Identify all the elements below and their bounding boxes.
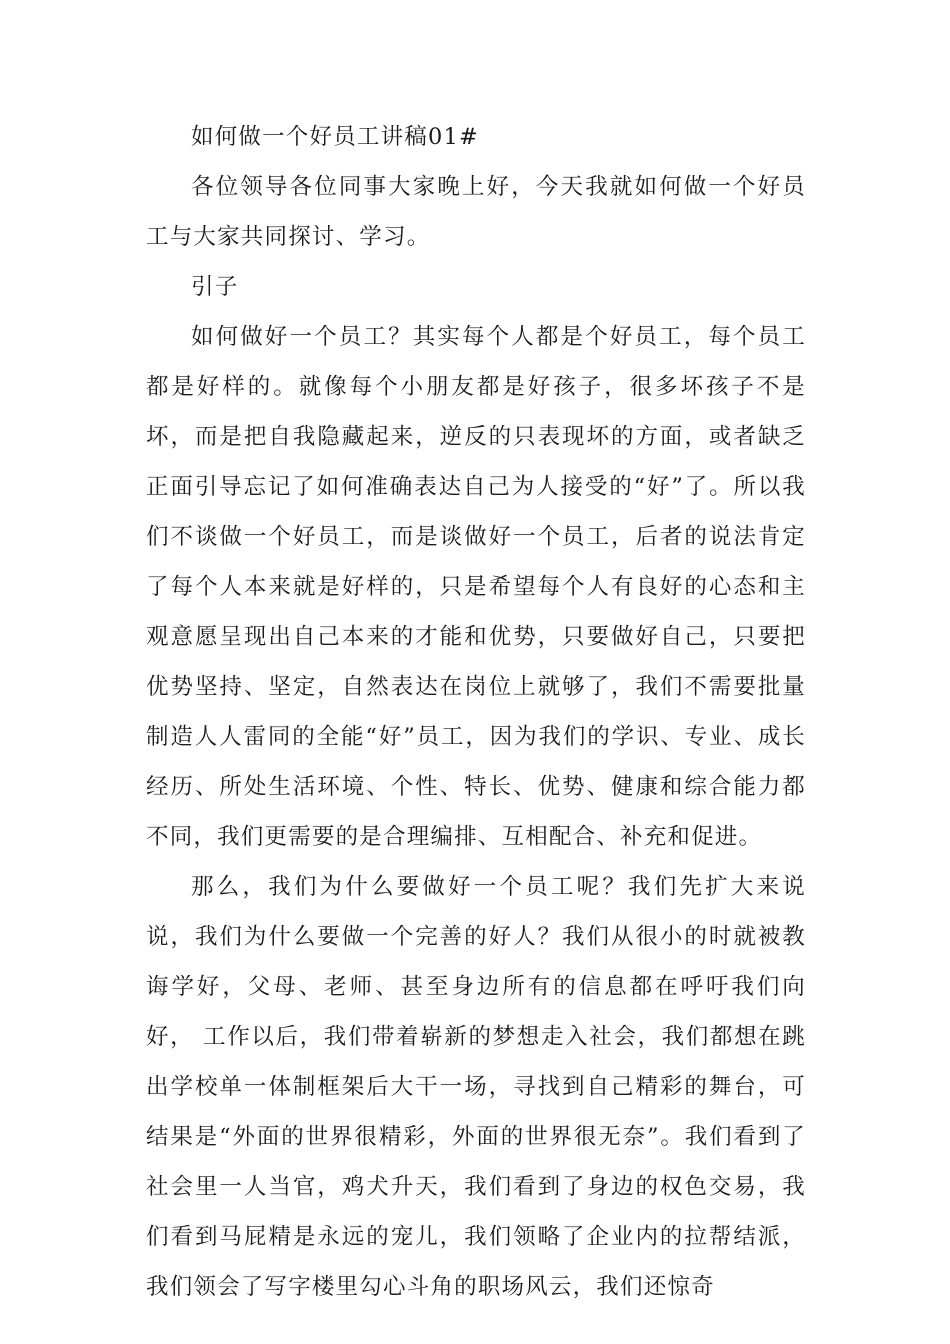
document-title: 如何做一个好员工讲稿01# xyxy=(191,124,480,150)
paragraph-greeting: 各位领导各位同事大家晚上好，今天我就如何做一个好员工与大家共同探讨、学习。 xyxy=(146,174,806,250)
document-body xyxy=(146,112,806,1312)
paragraph-body-2: 那么，我们为什么要做好一个员工呢？我们先扩大来说说，我们为什么要做一个完善的好人？我们从很小的时就被教诲学好，父母、老师、甚至身边所有的信息都在呼吁我们向好， 工作以后，我们带着崭新的梦想走入社会，我们都想在跳出学校单一体制框架后大干一场，寻找到自己精彩的舞台，可结果是“外面的世界很精彩，外面的世界很无奈”。我们看到了社会里一人当官，鸡犬升天，我们看到了身边的权色交易，我们看到马屁精是永远的宠儿，我们领略了企业内的拉帮结派，我们领会了写字楼里勾心斗角的职场风云，我们还惊奇 xyxy=(146,874,806,1300)
paragraph-body-1: 如何做好一个员工？其实每个人都是个好员工，每个员工都是好样的。就像每个小朋友都是好孩子，很多坏孩子不是坏，而是把自我隐藏起来，逆反的只表现坏的方面，或者缺乏正面引导忘记了如何准确表达自己为人接受的“好”了。所以我们不谈做一个好员工，而是谈做好一个员工，后者的说法肯定了每个人本来就是好样的，只是希望每个人有良好的心态和主观意愿呈现出自己本来的才能和优势，只要做好自己，只要把优势坚持、坚定，自然表达在岗位上就够了，我们不需要批量制造人人雷同的全能“好”员工，因为我们的学识、专业、成长经历、所处生活环境、个性、特长、优势、健康和综合能力都不同，我们更需要的是合理编排、互相配合、补充和促进。 xyxy=(146,324,806,850)
section-heading-introduction: 引子 xyxy=(191,274,239,300)
